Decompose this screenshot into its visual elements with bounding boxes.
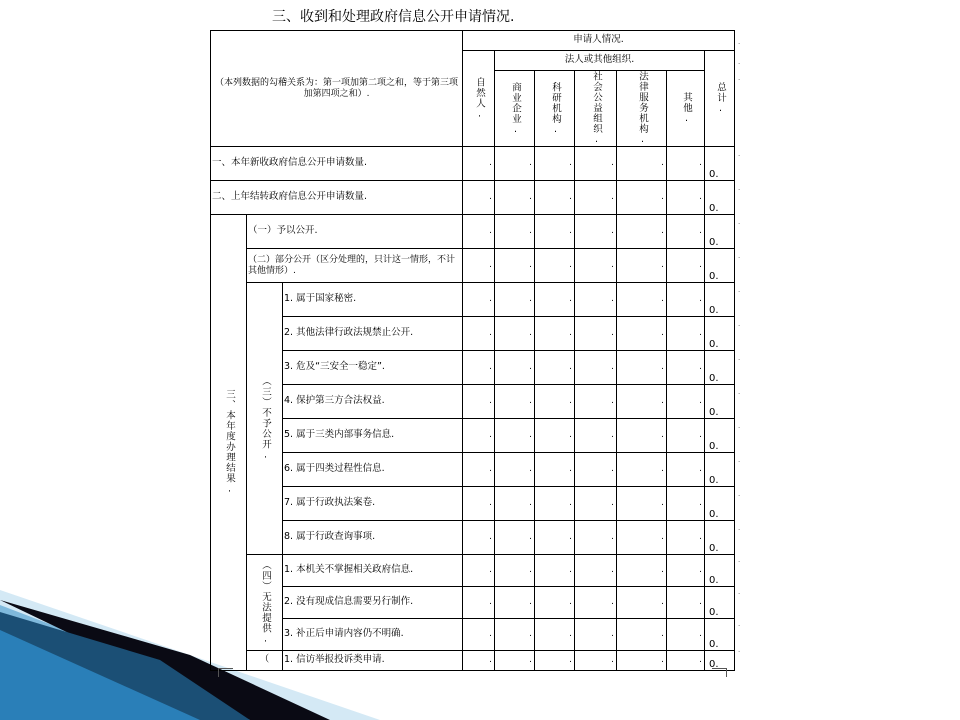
row-label-d1: 1. 本机关不掌握相关政府信息. <box>283 555 463 587</box>
page-corner-mark <box>712 668 727 677</box>
table-cell: . <box>495 651 535 671</box>
table-cell: . <box>535 181 575 215</box>
table-cell: . <box>575 385 617 419</box>
table-cell: . <box>667 487 705 521</box>
table-cell: . <box>535 587 575 619</box>
table-cell: . <box>495 555 535 587</box>
table-cell: . <box>617 215 667 249</box>
table-cell: . <box>463 587 495 619</box>
table-cell: . <box>535 215 575 249</box>
row-label-c7: 7. 属于行政执法案卷. <box>283 487 463 521</box>
table-cell: . <box>495 385 535 419</box>
row-end-mark: . <box>738 184 741 192</box>
row-label-c3: 3. 危及“三安全一稳定”. <box>283 351 463 385</box>
table-cell: . <box>535 283 575 317</box>
table-cell: . <box>463 419 495 453</box>
row-label-c1: 1. 属于国家秘密. <box>283 283 463 317</box>
header-natural-person: 自然人. <box>463 51 495 147</box>
table-cell: . <box>463 181 495 215</box>
total-cell: 0. <box>705 419 735 453</box>
row-label-carryover: 二、上年结转政府信息公开申请数量. <box>211 181 463 215</box>
row-end-mark: . <box>738 320 741 328</box>
row-end-mark: . <box>738 252 741 260</box>
table-cell: . <box>575 453 617 487</box>
row-label-new: 一、本年新收政府信息公开申请数量. <box>211 147 463 181</box>
table-cell: . <box>535 249 575 283</box>
table-cell: . <box>617 587 667 619</box>
table-cell: . <box>667 147 705 181</box>
row-label-c2: 2. 其他法律行政法规禁止公开. <box>283 317 463 351</box>
row-end-marks <box>738 30 748 662</box>
table-cell: . <box>667 419 705 453</box>
table-cell: . <box>535 351 575 385</box>
row-end-mark: . <box>738 150 741 158</box>
table-cell: . <box>575 283 617 317</box>
page-corner-mark <box>218 668 233 677</box>
header-note: （本列数据的勾稽关系为：第一项加第二项之和，等于第三项加第四项之和）. <box>211 31 463 147</box>
table-cell: . <box>667 555 705 587</box>
table-cell: . <box>575 181 617 215</box>
total-cell: 0. <box>705 351 735 385</box>
header-other: 其他. <box>667 71 705 147</box>
row-label-results: 三、本年度办理结果. <box>211 215 247 671</box>
table-cell: . <box>535 453 575 487</box>
table-cell: . <box>667 619 705 651</box>
table-cell: . <box>463 555 495 587</box>
statistics-table <box>210 30 734 670</box>
row-label-c4: 4. 保护第三方合法权益. <box>283 385 463 419</box>
row-label-c5: 5. 属于三类内部事务信息. <box>283 419 463 453</box>
table-cell: . <box>575 587 617 619</box>
table-cell: . <box>617 181 667 215</box>
table-cell: . <box>667 453 705 487</box>
row-end-mark: . <box>738 286 741 294</box>
row-end-mark: . <box>738 490 741 498</box>
table-cell: . <box>667 651 705 671</box>
table-cell: . <box>575 487 617 521</box>
table-cell: . <box>617 351 667 385</box>
row-label-d3: 3. 补正后申请内容仍不明确. <box>283 619 463 651</box>
table-cell: . <box>463 453 495 487</box>
row-label-unavailable: （四）无法提供. <box>247 555 283 651</box>
row-label-not-disclosed: （三）不予公开. <box>247 283 283 555</box>
table-cell: . <box>617 317 667 351</box>
total-cell: 0. <box>705 555 735 587</box>
table-cell: . <box>617 555 667 587</box>
table-cell: . <box>617 147 667 181</box>
table-cell: . <box>463 521 495 555</box>
table-cell: . <box>667 587 705 619</box>
total-cell: 0. <box>705 587 735 619</box>
table-cell: . <box>617 487 667 521</box>
table-cell: . <box>463 351 495 385</box>
table-cell: . <box>463 147 495 181</box>
row-end-mark: . <box>738 354 741 362</box>
row-end-mark: . <box>738 524 741 532</box>
row-label-d2: 2. 没有现成信息需要另行制作. <box>283 587 463 619</box>
table-cell: . <box>535 317 575 351</box>
header-research: 科研机构. <box>535 71 575 147</box>
total-cell: 0. <box>705 249 735 283</box>
header-applicant: 申请人情况. <box>463 31 735 51</box>
table-cell: . <box>667 317 705 351</box>
total-cell: 0. <box>705 181 735 215</box>
row-end-mark: . <box>738 556 741 564</box>
table-cell: . <box>535 619 575 651</box>
table-cell: . <box>667 181 705 215</box>
table-cell: . <box>575 619 617 651</box>
row-end-mark: . <box>738 620 741 628</box>
total-cell: 0. <box>705 487 735 521</box>
total-cell: 0. <box>705 453 735 487</box>
table-cell: . <box>617 453 667 487</box>
row-label-c8: 8. 属于行政查询事项. <box>283 521 463 555</box>
table-cell: . <box>617 419 667 453</box>
table-cell: . <box>535 385 575 419</box>
table-cell: . <box>495 147 535 181</box>
table-cell: . <box>463 249 495 283</box>
row-end-mark: . <box>738 422 741 430</box>
table-cell: . <box>617 385 667 419</box>
table-cell: . <box>495 351 535 385</box>
table-cell: . <box>495 619 535 651</box>
total-cell: 0. <box>705 215 735 249</box>
row-label-e1: 1. 信访举报投诉类申请. <box>283 651 463 671</box>
table-cell: . <box>575 419 617 453</box>
header-total: 总计. <box>705 51 735 147</box>
table-cell: . <box>575 215 617 249</box>
table-cell: . <box>495 419 535 453</box>
header-legal-service: 法律服务机构. <box>617 71 667 147</box>
row-end-mark: . <box>738 456 741 464</box>
table-cell: . <box>535 555 575 587</box>
total-cell: 0. <box>705 147 735 181</box>
table-cell: . <box>495 181 535 215</box>
table-cell: . <box>575 249 617 283</box>
total-cell: 0. <box>705 521 735 555</box>
header-business: 商业企业. <box>495 71 535 147</box>
table-cell: . <box>463 283 495 317</box>
table-cell: . <box>575 555 617 587</box>
table-cell: . <box>495 453 535 487</box>
table-cell: . <box>463 651 495 671</box>
table-cell: . <box>463 487 495 521</box>
table-cell: . <box>495 249 535 283</box>
table-cell: . <box>495 487 535 521</box>
table-cell: . <box>535 419 575 453</box>
row-end-mark: . <box>738 388 741 396</box>
total-cell: 0. <box>705 317 735 351</box>
total-cell: 0. <box>705 385 735 419</box>
row-end-mark: . <box>738 588 741 596</box>
header-social: 社会公益组织. <box>575 71 617 147</box>
table-cell: . <box>463 215 495 249</box>
row-label-disclosed: （一）予以公开. <box>247 215 463 249</box>
table-cell: . <box>575 351 617 385</box>
table-cell: . <box>535 487 575 521</box>
table-cell: . <box>535 521 575 555</box>
table-cell: . <box>495 521 535 555</box>
row-label-c6: 6. 属于四类过程性信息. <box>283 453 463 487</box>
total-cell: 0. <box>705 651 735 671</box>
row-end-mark: . <box>738 218 741 226</box>
table-cell: . <box>495 317 535 351</box>
table-cell: . <box>575 651 617 671</box>
total-cell: 0. <box>705 619 735 651</box>
table-cell: . <box>667 385 705 419</box>
table-cell: . <box>463 385 495 419</box>
table-cell: . <box>667 351 705 385</box>
table-cell: . <box>495 283 535 317</box>
row-end-mark: . <box>738 58 741 66</box>
row-label-partial: （二）部分公开（区分处理的，只计这一情形，不计其他情形）. <box>247 249 463 283</box>
table-cell: . <box>617 651 667 671</box>
row-end-mark: . <box>738 38 741 46</box>
table-cell: . <box>463 317 495 351</box>
table-cell: . <box>495 587 535 619</box>
table-cell: . <box>575 317 617 351</box>
row-end-mark: . <box>738 74 741 82</box>
table-cell: . <box>617 619 667 651</box>
table-cell: . <box>667 521 705 555</box>
table-cell: . <box>535 147 575 181</box>
table-cell: . <box>617 521 667 555</box>
table-cell: . <box>667 215 705 249</box>
total-cell: 0. <box>705 283 735 317</box>
table-cell: . <box>575 147 617 181</box>
row-end-mark: . <box>738 646 741 654</box>
row-label-e: （ <box>247 651 283 671</box>
table-cell: . <box>535 651 575 671</box>
table-cell: . <box>667 283 705 317</box>
table-cell: . <box>495 215 535 249</box>
table-cell: . <box>617 249 667 283</box>
page-title: 三、收到和处理政府信息公开申请情况. <box>272 9 515 25</box>
table-cell: . <box>667 249 705 283</box>
table-cell: . <box>575 521 617 555</box>
table-cell: . <box>617 283 667 317</box>
header-legal-entity: 法人或其他组织. <box>495 51 705 71</box>
table-cell: . <box>463 619 495 651</box>
